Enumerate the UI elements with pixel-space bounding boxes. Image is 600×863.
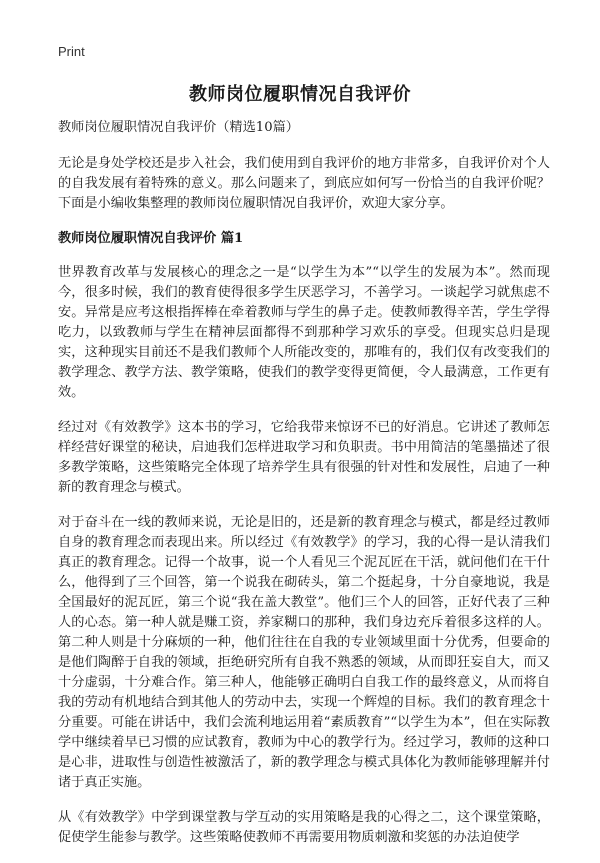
- print-link[interactable]: Print: [58, 44, 85, 59]
- body-paragraph: 世界教育改革与发展核心的理念之一是“以学生为本”“以学生的发展为本”。然而现今，很多时候，我们的教育使得很多学生厌恶学习，不善学习。一谈起学习就焦虑不安。异常是应考这根指挥棒在牵着教师与学生的鼻子走。使教师教得辛苦，学生学得吃力，以致教师与学生在精神层面都得不到那种学习欢乐的享受。但现实总归是现实，这种现实目前还不是我们教师个人所能改变的，那唯有的，我们仅有改变我们的教学理念、教学方法、教学策略，使我们的教学变得更简便，令人最满意，工作更有效。: [58, 265, 550, 400]
- document-subtitle: 教师岗位履职情况自我评价（精选10篇）: [58, 120, 299, 135]
- section-heading: 教师岗位履职情况自我评价 篇1: [58, 231, 244, 246]
- document-body: [58, 118, 550, 863]
- intro-paragraph: 无论是身处学校还是步入社会，我们使用到自我评价的地方非常多，自我评价对个人的自我发展有着特殊的意义。那么问题来了，到底应如何写一份恰当的自我评价呢？下面是小编收集整理的教师岗位履职情况自我评价，欢迎大家分享。: [58, 156, 550, 211]
- body-paragraph: 对于奋斗在一线的教师来说，无论是旧的，还是新的教育理念与模式，都是经过教师自身的教育理念而表现出来。所以经过《有效教学》的学习，我的心得一是认清我们真正的教育理念。记得一个故事，说一个人看见三个泥瓦匠在干活，就问他们在干什么，他得到了三个回答，第一个说我在砌砖头，第二个挺起身，十分自豪地说，我是全国最好的泥瓦匠，第三个说“我在盖大教堂”。他们三个人的回答，正好代表了三种人的心态。第一种人就是赚工资，养家糊口的那种，我们身边充斥着很多这样的人。第二种人则是十分麻烦的一种，他们往往在自我的专业领域里面十分优秀，但要命的是他们陶醉于自我的领域，拒绝研究所有自我不熟悉的领域，从而即狂妄自大，而又十分虚弱，十分难合作。第三种人，他能够正确明白自我工作的最终意义，从而将自我的劳动有机地结合到其他人的劳动中去，实现一个辉煌的目标。我们的教育理念十分重要。可能在讲话中，我们会流利地运用着“素质教育”“以学生为本”，但在实际教学中继续着早已习惯的应试教育，教师为中心的教学行为。经过学习，教师的这种口是心非，进取性与创造性被激活了，新的教学理念与模式具体化为教师能够理解并付诸于真正实施。: [58, 515, 550, 790]
- body-paragraph: 从《有效教学》中学到课堂教与学互动的实用策略是我的心得之二，这个课堂策略，促使学生能参与教学。这些策略使教师不再需要用物质刺激和奖惩的办法迫使学: [58, 810, 550, 845]
- page-title: 教师岗位履职情况自我评价: [189, 84, 411, 105]
- body-paragraph: 经过对《有效教学》这本书的学习，它给我带来惊讶不已的好消息。它讲述了教师怎样经营好课堂的秘诀，启迪我们怎样进取学习和负职责。书中用简洁的笔墨描述了很多教学策略，这些策略完全体现了培养学生具有很强的针对性和发展性，启迪了一种新的教育理念与模式。: [58, 420, 550, 495]
